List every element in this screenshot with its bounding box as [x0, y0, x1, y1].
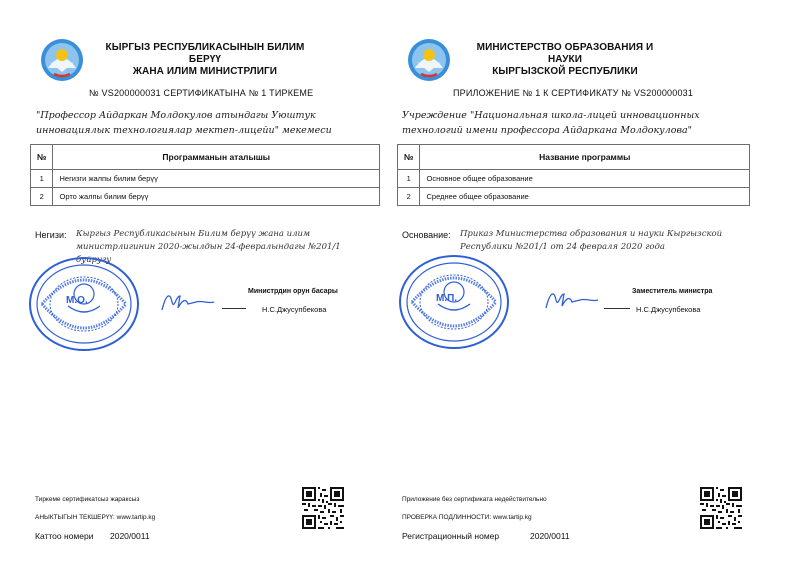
institution-name: "Профессор Айдаркан Молдокулов атындагы Уюштук инновациялык технологиялар мектеп-лицейи" мекемеси [36, 110, 332, 136]
row-num: 1 [398, 170, 420, 188]
col-name-header: Программанын аталышы [53, 145, 380, 170]
ministry-header: МИНИСТЕРСТВО ОБРАЗОВАНИЯ И НАУКИ КЫРГЫЗСКОЙ РЕСПУБЛИКИ [476, 42, 654, 77]
signature-icon [156, 288, 216, 314]
row-program: Основное общее образование [420, 170, 750, 188]
row-program: Негизги жалпы билим берүү [53, 170, 380, 188]
qr-code-icon[interactable] [700, 487, 742, 529]
col-num-header: № [398, 145, 420, 170]
program-table [30, 144, 380, 206]
appendix-title: № VS200000031 СЕРТИФИКАТЫНА № 1 ТИРКЕМЕ [89, 88, 314, 98]
institution-name: Учреждение "Национальная школа-лицей инновационных технологий имени профессора Айдаркана Молдокулова" [402, 110, 700, 136]
stamp-label: М.П. [436, 293, 458, 304]
table-row [398, 188, 750, 206]
stamp-label: М.О. [66, 295, 88, 306]
table-header-row [398, 145, 750, 170]
kyrgyz-emblem-icon [40, 38, 84, 82]
col-name-header: Название программы [420, 145, 750, 170]
appendix-title: ПРИЛОЖЕНИЕ № 1 К СЕРТИФИКАТУ № VS200000031 [453, 88, 694, 98]
program-table [397, 144, 750, 206]
table-row [31, 188, 380, 206]
table-row [31, 170, 380, 188]
kyrgyz-emblem-icon [407, 38, 451, 82]
validity-note: Тиркеме сертификатсыз жараксыз [35, 496, 140, 503]
basis-label: Негизи: [35, 230, 67, 240]
signatory-name: Н.С.Джусупбекова [262, 305, 327, 314]
registration-number: 2020/0011 [110, 531, 150, 541]
signature-icon [540, 286, 600, 312]
row-num: 1 [31, 170, 53, 188]
verify-link[interactable]: АНЫКТЫГЫН ТЕКШЕРҮҮ: www.tartip.kg [35, 514, 156, 521]
table-row [398, 170, 750, 188]
signatory-name: Н.С.Джусупбекова [636, 305, 701, 314]
basis-label: Основание: [402, 230, 451, 240]
signature-line [222, 308, 246, 309]
signature-line [604, 308, 630, 309]
row-program: Орто жалпы билим берүү [53, 188, 380, 206]
row-program: Среднее общее образование [420, 188, 750, 206]
signatory-title: Заместитель министра [632, 288, 713, 295]
qr-code-icon[interactable] [302, 487, 344, 529]
verify-link[interactable]: ПРОВЕРКА ПОДЛИННОСТИ: www.tartip.kg [402, 514, 532, 521]
col-num-header: № [31, 145, 53, 170]
table-header-row [31, 145, 380, 170]
row-num: 2 [31, 188, 53, 206]
ministry-header: КЫРГЫЗ РЕСПУБЛИКАСЫНЫН БИЛИМ БЕРҮҮ ЖАНА ИЛИМ МИНИСТРЛИГИ [105, 42, 305, 77]
signatory-title: Министрдин орун басары [248, 288, 338, 295]
validity-note: Приложение без сертификата недействительно [402, 496, 547, 503]
row-num: 2 [398, 188, 420, 206]
registration-label: Каттоо номери [35, 531, 94, 541]
basis-text: Кыргыз Республикасынын Билим берүү жана илим министрлигинин 2020-жылдын 24-февралындагы №201/1 буйругу [76, 229, 341, 265]
registration-number: 2020/0011 [530, 531, 570, 541]
basis-text: Приказ Министерства образования и науки Кыргызской Республики №201/1 от 24 февраля 2020 года [460, 229, 723, 252]
registration-label: Регистрационный номер [402, 531, 500, 541]
